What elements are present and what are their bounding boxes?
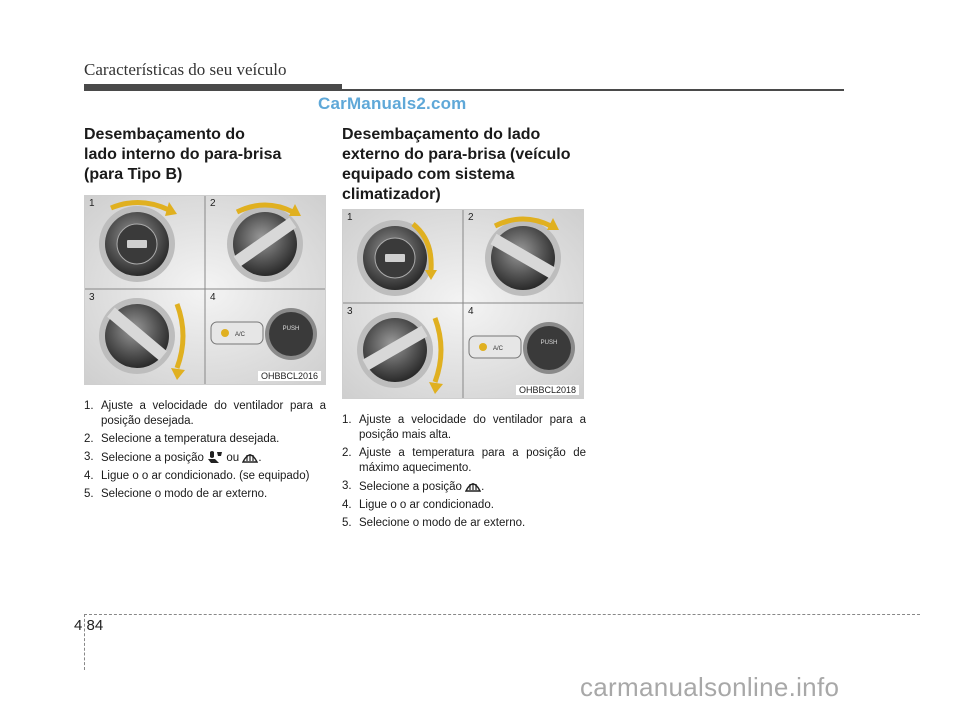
right-quad-2: 2 [468, 212, 474, 223]
defrost-icon [242, 450, 258, 464]
floor-defrost-icon [207, 450, 223, 464]
left-figure-illustration [85, 196, 325, 384]
watermark: CarManuals2.com [318, 94, 467, 113]
left-column [84, 125, 326, 505]
left-ac-label: A/C [235, 332, 246, 338]
left-quad-2: 2 [210, 198, 216, 209]
defrost-icon [465, 479, 481, 493]
right-column [342, 125, 586, 534]
right-quad-1: 1 [347, 212, 353, 223]
left-heading-line-2: lado interno do para-brisa [84, 146, 282, 163]
right-push-label: PUSH [540, 340, 558, 346]
right-quad-4: 4 [468, 306, 474, 317]
right-step-3: 3. Selecione a posição . [342, 480, 485, 493]
footer-watermark: carmanualsonline.info [580, 672, 840, 702]
left-quad-4: 4 [210, 292, 216, 303]
footer-dashed-rule [84, 614, 920, 615]
right-quad-3: 3 [347, 306, 353, 317]
right-ac-label: A/C [493, 346, 504, 352]
right-step-2: 2. Ajuste a temperatura para a posição de máximo aquecimento. [342, 447, 586, 474]
right-heading-line-4: climatizador) [342, 186, 441, 203]
right-figure [342, 209, 584, 399]
page-header-title: Características do seu veículo [84, 60, 287, 79]
right-heading [342, 125, 586, 205]
left-heading [84, 125, 326, 185]
left-step-2: 2. Selecione a temperatura desejada. [84, 433, 280, 445]
right-figure-label: OHBBCL2018 [516, 385, 579, 395]
right-step-4: 4. Ligue o o ar condicionado. [342, 499, 494, 511]
right-figure-illustration [343, 210, 583, 398]
header-bar [84, 84, 342, 91]
right-heading-line-1: Desembaçamento do lado [342, 126, 541, 143]
left-figure [84, 195, 326, 385]
left-step-4: 4. Ligue o o ar condicionado. (se equipado) [84, 470, 310, 482]
left-figure-label: OHBBCL2016 [258, 371, 321, 381]
left-heading-line-3: (para Tipo B) [84, 166, 183, 183]
left-step-3: 3. Selecione a posição ou . [84, 451, 262, 464]
left-quad-1: 1 [89, 198, 95, 209]
right-step-1: 1. Ajuste a velocidade do ventilador para a posição mais alta. [342, 414, 586, 441]
right-steps [342, 413, 586, 531]
right-step-5: 5. Selecione o modo de ar externo. [342, 517, 526, 529]
left-steps [84, 399, 326, 502]
left-step-5: 5. Selecione o modo de ar externo. [84, 488, 268, 500]
left-quad-3: 3 [89, 292, 95, 303]
left-push-label: PUSH [282, 326, 300, 332]
right-heading-line-3: equipado com sistema [342, 166, 515, 183]
left-heading-line-1: Desembaçamento do [84, 126, 245, 143]
right-heading-line-2: externo do para-brisa (veículo [342, 146, 571, 163]
header-rule [342, 89, 844, 91]
page-number: 4 84 [74, 617, 104, 634]
left-step-1: 1. Ajuste a velocidade do ventilador para a posição desejada. [84, 400, 326, 427]
